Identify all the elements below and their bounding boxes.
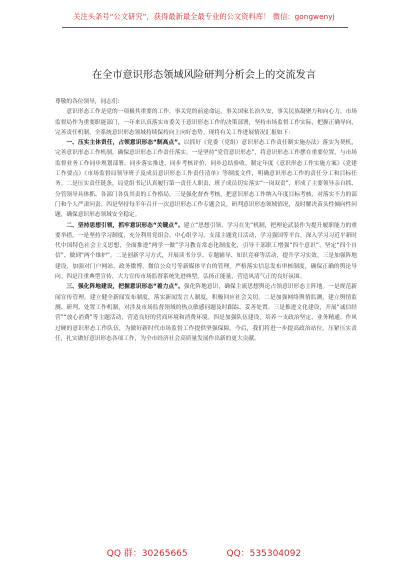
paragraph	[55, 107, 357, 138]
paragraph-heading: 三、强化阵地建设，把握意识形态“着力点”。	[66, 284, 184, 291]
paragraph-text: 强化阵地意识，确保主流思想舆论占领意识形态主阵地。一是规范新闻宣传管理，建立健全新闻发布制度，落实新闻发言人制度，积极回应社会关切。二是加强网络舆情监测，建立舆情监测、研判、处置工作机制，对涉及市场监督领域的热点敏感问题及时跟踪、妥善处置。三是推进文化建设，开展“诚信经营”“放心消费”等主题活动，营造良好的营商环境和消费环境。四是加强队伍建设，培养一支政治坚定、业务精通、作风过硬的意识形态工作队伍，为做好新时代市场监督工作提供坚强保障。今后，我们将进一步提高政治站位，压紧压实责任，扎实做好意识形态各项工作，为全市经济社会高质量发展作出新的更大贡献。	[55, 284, 357, 342]
footer	[0, 546, 408, 559]
paragraph	[55, 282, 357, 344]
paragraph-heading: 一、压实主体责任，占领意识形态“制高点”。	[66, 140, 184, 147]
paragraph-text: 意识形态工作是党的一项极其重要的工作，事关党的前途命运，事关国家长治久安，事关民族凝聚力和向心力。市场监督局作为重要职能部门，一年来认真落实市委关于意识形态工作的决策部署，坚持市场监督工作实际，把握正确导向，完善责任机制，全系统意识形态领域持续保持向上向好态势。现将有关工作进展情况汇报如下：	[55, 109, 357, 136]
header-banner-text: 关注头条号“公文研究”，获得最新最全最专业的公文资料库！ 微信：gongwenyj	[73, 12, 335, 21]
paragraph-text: 以抓好《党委（党组）意识形态工作责任制实施办法》落实为契机，完善意识形态工作机制，确保意识形态工作责任落实。一是坚持“党管意识形态”，将意识形态工作摆在重要位置，与市场监督业务工作同步规划部署、同步落实推进、同步考核评价，同步总结验收。制定年度《意识形态工作实施方案》《党建工作要点》《市场监督局领导班子及成员意识形态工作责任清单》等制度文件，明确意识形态工作的责任分工和目标任务。二是压实责任链条，局党组书记认真履行第一责任人职责，班子成员切实落实“一岗双责”，形成了主要领导亲自抓、分管领导具体抓、各部门各负其责的工作格局。三是强化督查考核，把意识形态工作纳入年度目标考核，对落实不力的部门和个人严肃问责。四是坚持每半年召开一次意识形态工作专题会议，研判意识形态领域情况，及时解决苗头性倾向性问题，确保意识形态领域安全稳定。	[55, 140, 357, 219]
footer-qq: QQ：535304092	[226, 549, 302, 559]
paragraph-text: 建立“思想引领、学习在先”机制，把理论武装作为提升履职能力的重要举措，一是坚持学习制度，充分利用党组会、中心组学习、支部主题党日活动，学习强国等平台，深入学习习近平新时代中国特色社会主义思想，全面推进“两学一做”学习教育常态化制度化，引导干部职工增强“四个意识”、坚定“四个自信”、做到“两个维护”。二是创新学习方式，开展读书分享、专题辅导、知识竞赛等活动，提升学习实效。三是加强阵地建设，加强对门户网站、政务微博、微信公众号等新媒体平台的管理，严格落实信息发布审核制度，确保正确的舆论导向。四是注重典型宣传，大力宣传市场监督系统先进典型，弘扬正能量，营造风清气正的良好氛围。	[55, 222, 357, 281]
paragraph	[55, 221, 357, 283]
document-body	[55, 97, 357, 344]
salutation: 尊敬的各位领导，同志们：	[55, 99, 124, 105]
paragraph-heading: 二、坚持思想引领，抓牢意识形态“关键点”。	[66, 222, 184, 229]
paragraph	[55, 138, 357, 220]
header-divider	[62, 27, 348, 28]
document-title: 在全市意识形态领域风险研判分析会上的交流发言	[91, 70, 317, 81]
footer-qq-group: QQ 群：30265665	[106, 549, 188, 559]
